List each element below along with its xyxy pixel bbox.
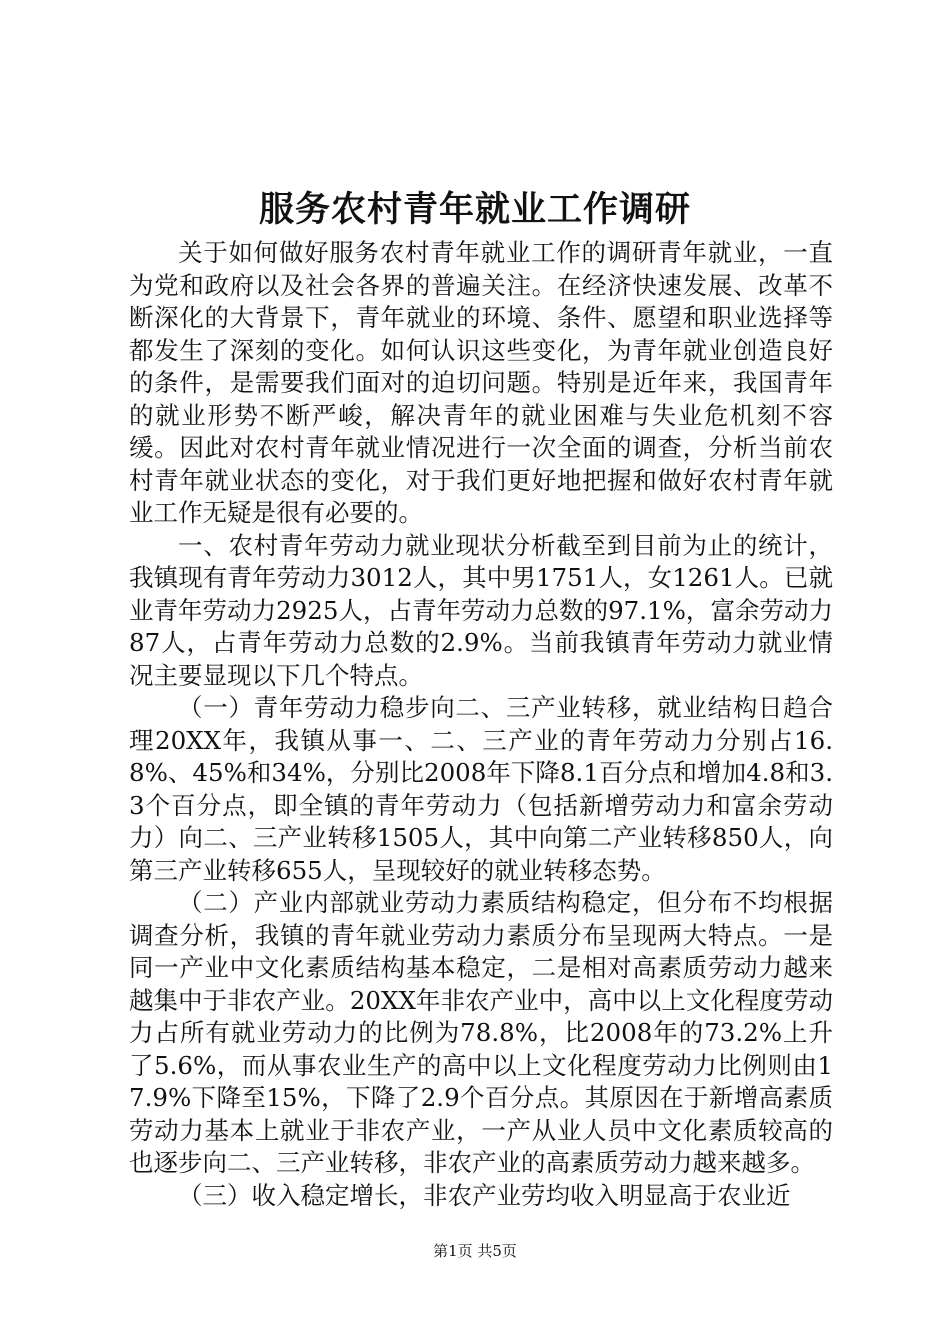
document-body <box>129 237 833 1212</box>
paragraph-subsection-1: （一）青年劳动力稳步向二、三产业转移，就业结构日趋合理20XX年，我镇从事一、二、三产业的青年劳动力分别占16.8%、45%和34%，分别比2008年下降8.1百分点和增加4.8和3.3个百分点，即全镇的青年劳动力（包括新增劳动力和富余劳动力）向二、三产业转移1505人，其中向第二产业转移850人，向第三产业转移655人，呈现较好的就业转移态势。 <box>129 693 833 885</box>
paragraph-subsection-2: （二）产业内部就业劳动力素质结构稳定，但分布不均根据调查分析，我镇的青年就业劳动力素质分布呈现两大特点。一是同一产业中文化素质结构基本稳定，二是相对高素质劳动力越来越集中于非农产业。20XX年非农产业中，高中以上文化程度劳动力占所有就业劳动力的比例为78.8%，比2008年的73.2%上升了5.6%，而从事农业生产的高中以上文化程度劳动力比例则由17.9%下降至15%，下降了2.9个百分点。其原因在于新增高素质劳动力基本上就业于非农产业，一产从业人员中文化素质较高的也逐步向二、三产业转移，非农产业的高素质劳动力越来越多。 <box>129 888 833 1177</box>
paragraph-section-1: 一、农村青年劳动力就业现状分析截至到目前为止的统计，我镇现有青年劳动力3012人，其中男1751人，女1261人。已就业青年劳动力2925人，占青年劳动力总数的97.1%，富余劳动力87人，占青年劳动力总数的2.9%。当前我镇青年劳动力就业情况主要显现以下几个特点。 <box>129 530 833 690</box>
paragraph-subsection-3: （三）收入稳定增长，非农产业劳均收入明显高于农业近 <box>178 1180 791 1210</box>
paragraph-intro: 关于如何做好服务农村青年就业工作的调研青年就业，一直为党和政府以及社会各界的普遍关注。在经济快速发展、改革不断深化的大背景下，青年就业的环境、条件、愿望和职业选择等都发生了深刻的变化。如何认识这些变化，为青年就业创造良好的条件，是需要我们面对的迫切问题。特别是近年来，我国青年的就业形势不断严峻，解决青年的就业困难与失业危机刻不容缓。因此对农村青年就业情况进行一次全面的调查，分析当前农村青年就业状态的变化，对于我们更好地把握和做好农村青年就业工作无疑是很有必要的。 <box>129 238 833 527</box>
document-title: 服务农村青年就业工作调研 <box>258 189 691 230</box>
page-footer: 第1页 共5页 <box>433 1242 517 1260</box>
